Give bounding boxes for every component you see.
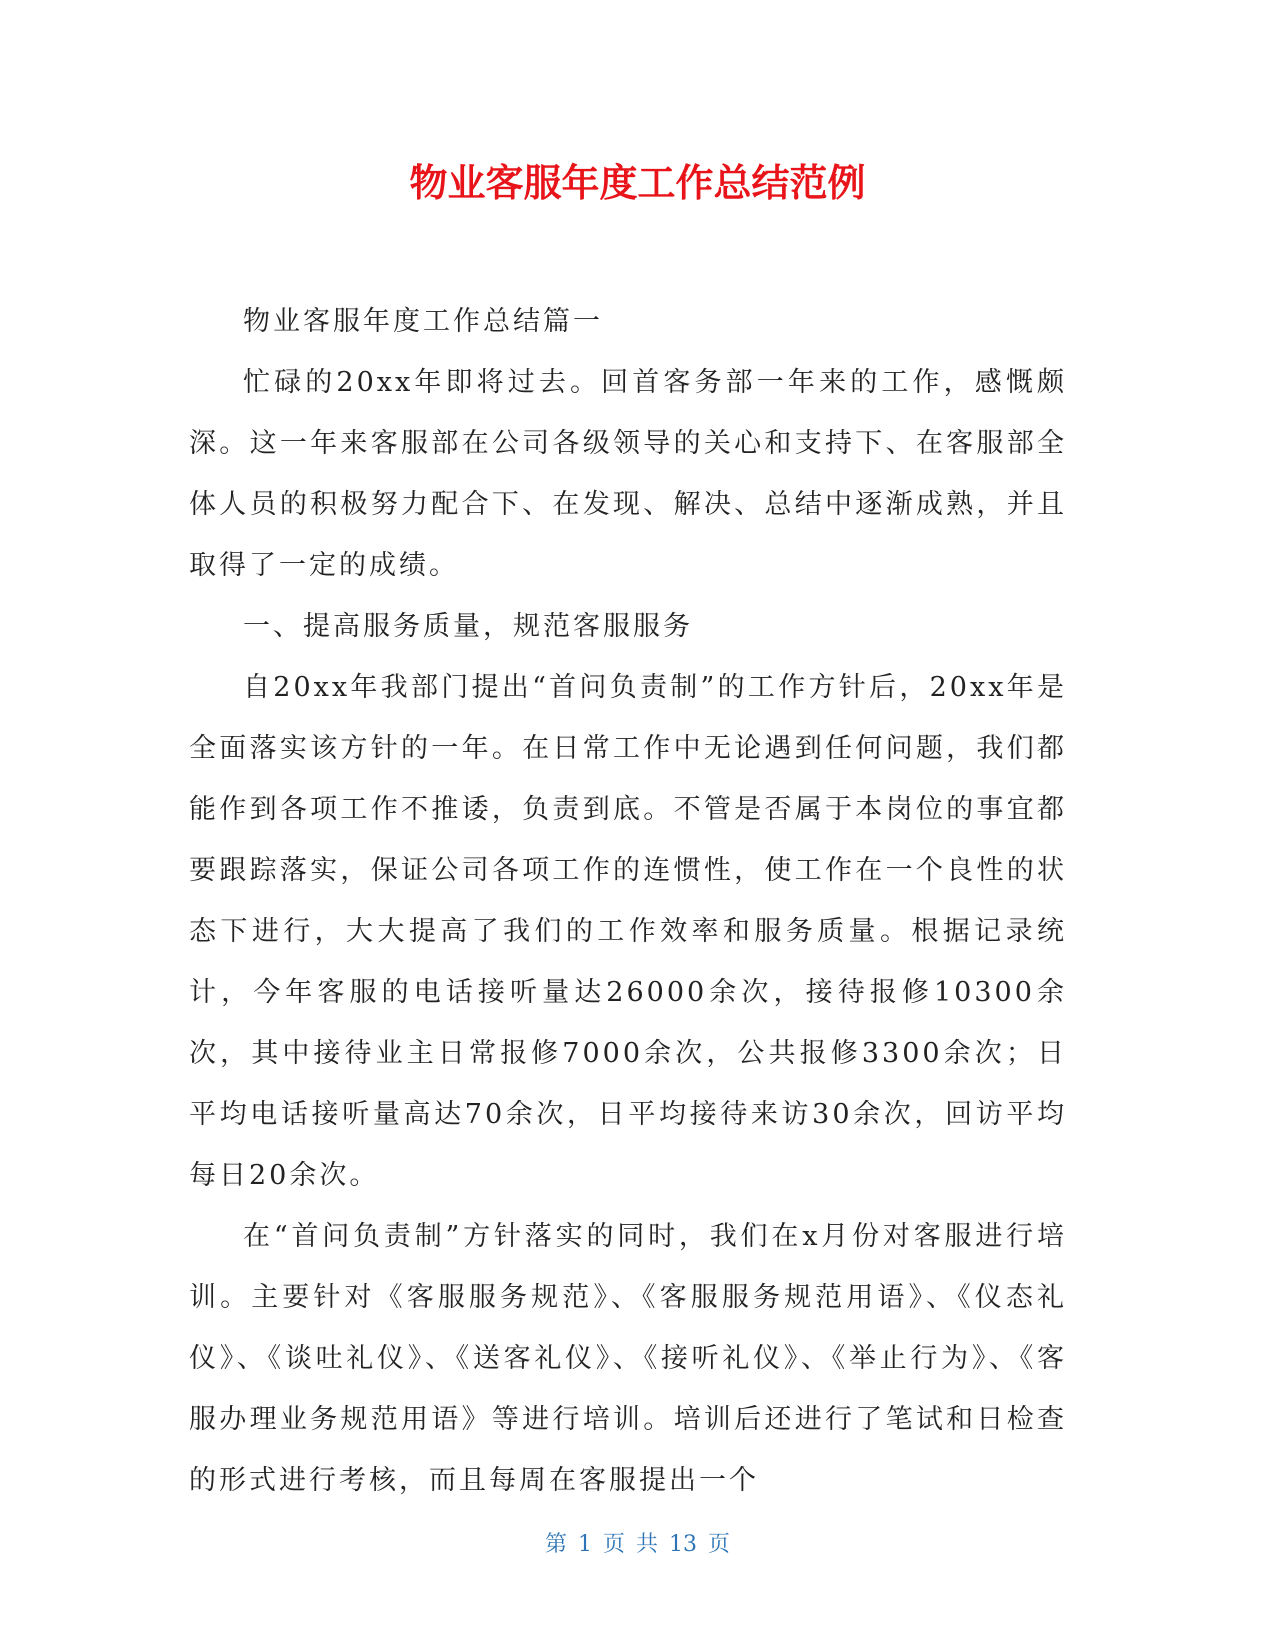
training-paragraph: 在“首问负责制”方针落实的同时，我们在x月份对客服进行培训。主要针对《客服服务规范》、《客服服务规范用语》、《仪态礼仪》、《谈吐礼仪》、《送客礼仪》、《接听礼仪》、《举止行为》、《客服办理业务规范用语》等进行培训。培训后还进行了笔试和日检查的形式进行考核，而且每周在客服提出一个	[189, 1221, 1067, 1496]
page-footer: 第 1 页 共 13 页	[545, 1532, 730, 1557]
document-body	[189, 291, 1067, 1511]
first-inquiry-paragraph: 自20xx年我部门提出“首问负责制”的工作方针后，20xx年是全面落实该方针的一年。在日常工作中无论遇到任何问题，我们都能作到各项工作不推诿，负责到底。不管是否属于本岗位的事宜都要跟踪落实，保证公司各项工作的连惯性，使工作在一个良性的状态下进行，大大提高了我们的工作效率和服务质量。根据记录统计，今年客服的电话接听量达26000余次，接待报修10300余次，其中接待业主日常报修7000余次，公共报修3300余次；日平均电话接听量高达70余次，日平均接待来访30余次，回访平均每日20余次。	[189, 672, 1068, 1191]
intro-paragraph: 忙碌的20xx年即将过去。回首客务部一年来的工作，感慨颇深。这一年来客服部在公司各级领导的关心和支持下、在客服部全体人员的积极努力配合下、在发现、解决、总结中逐渐成熟，并且取得了一定的成绩。	[189, 367, 1067, 581]
section-heading-service-quality: 一、提高服务质量，规范客服服务	[243, 611, 693, 642]
page-title: 物业客服年度工作总结范例	[409, 161, 866, 205]
section-heading-part-one: 物业客服年度工作总结篇一	[243, 306, 603, 337]
